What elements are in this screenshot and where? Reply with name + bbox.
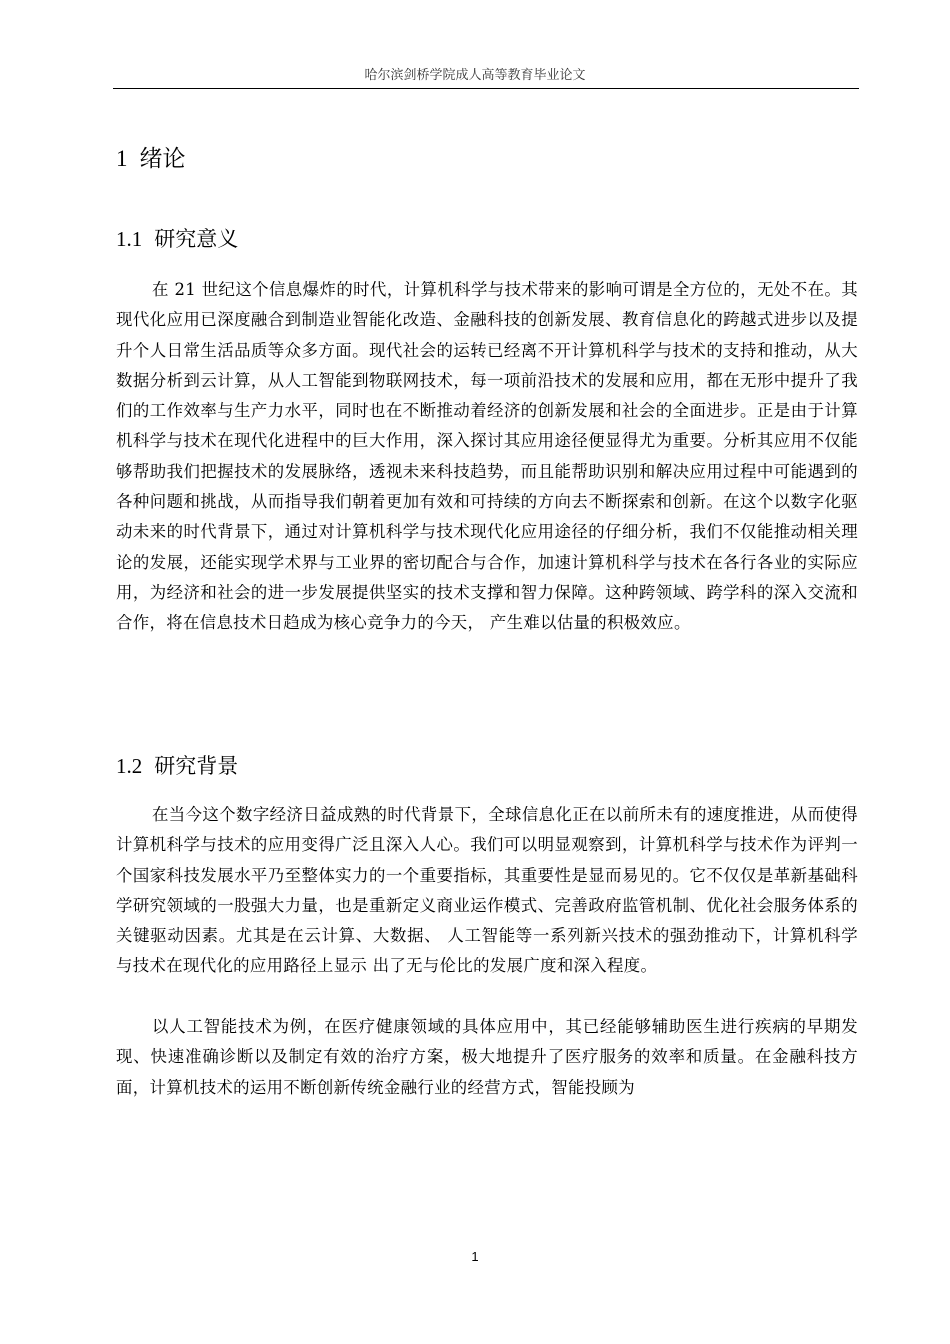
chapter-number: 1	[116, 146, 128, 171]
section-title: 研究背景	[154, 754, 239, 778]
section-title: 研究意义	[154, 227, 239, 251]
paragraph-research-background: 在当今这个数字经济日益成熟的时代背景下，全球信息化正在以前所未有的速度推进，从而使得计算机科学与技术的应用变得广泛且深入人心。我们可以明显观察到，计算机科学与技术作为评判一个国家科技发展水平乃至整体实力的一个重要指标，其重要性是显而易见的。它不仅仅是革新基础科学研究领域的一股强大力量，也是重新定义商业运作模式、完善政府监管机制、优化社会服务体系的关键驱动因素。尤其是在云计算、大数据、 人工智能等一系列新兴技术的强劲推动下，计算机科学与技术在现代化的应用路径上显示 出了无与伦比的发展广度和深入程度。	[116, 805, 858, 976]
running-header: 哈尔滨剑桥学院成人高等教育毕业论文	[364, 68, 586, 83]
header-divider	[113, 88, 859, 89]
section-heading-1-1	[116, 225, 238, 253]
section-number: 1.2	[116, 754, 143, 778]
section-number: 1.1	[116, 227, 143, 251]
chapter-title: 绪论	[139, 146, 186, 172]
page-number: 1	[471, 1249, 479, 1264]
chapter-heading	[116, 144, 186, 174]
paragraph-research-significance: 在 21 世纪这个信息爆炸的时代，计算机科学与技术带来的影响可谓是全方位的，无处不在。其现代化应用已深度融合到制造业智能化改造、金融科技的创新发展、教育信息化的跨越式进步以及提升个人日常生活品质等众多方面。现代社会的运转已经离不开计算机科学与技术的支持和推动，从大数据分析到云计算，从人工智能到物联网技术，每一项前沿技术的发展和应用，都在无形中提升了我们的工作效率与生产力水平，同时也在不断推动着经济的创新发展和社会的全面进步。正是由于计算机科学与技术在现代化进程中的巨大作用，深入探讨其应用途径便显得尤为重要。分析其应用不仅能够帮助我们把握技术的发展脉络，透视未来科技趋势，而且能帮助识别和解决应用过程中可能遇到的各种问题和挑战，从而指导我们朝着更加有效和可持续的方向去不断探索和创新。在这个以数字化驱动未来的时代背景下，通过对计算机科学与技术现代化应用途径的仔细分析，我们不仅能推动相关理论的发展，还能实现学术界与工业界的密切配合与合作，加速计算机科学与技术在各行各业的实际应用，为经济和社会的进一步发展提供坚实的技术支撑和智力保障。这种跨领域、跨学科的深入交流和合作，将在信息技术日趋成为核心竞争力的今天， 产生难以估量的积极效应。	[116, 280, 858, 633]
section-heading-1-2	[116, 752, 238, 780]
paragraph-ai-example: 以人工智能技术为例，在医疗健康领域的具体应用中，其已经能够辅助医生进行疾病的早期发现、快速准确诊断以及制定有效的治疗方案，极大地提升了医疗服务的效率和质量。在金融科技方面，计算机技术的运用不断创新传统金融行业的经营方式，智能投顾为	[116, 1017, 858, 1097]
